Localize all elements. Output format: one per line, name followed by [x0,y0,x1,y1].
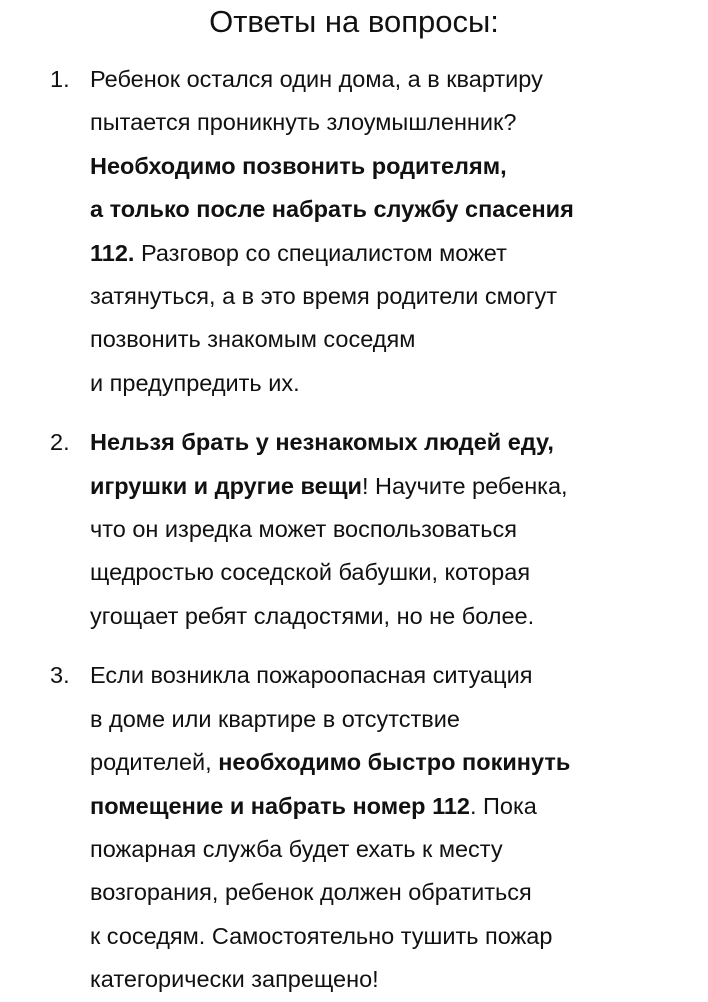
bold-segment: Необходимо позвонить родителям, [90,152,507,179]
text-line-bold [90,145,698,188]
text-line-bold [90,421,698,464]
bold-segment: 112. [90,239,135,266]
answer-item-2 [0,421,708,638]
text-line [90,275,698,318]
bold-segment: а только после набрать службу спасения [90,196,574,223]
text-segment: возгорания, ребенок должен обратиться [90,879,532,906]
text-line [90,828,698,871]
text-line [90,871,698,914]
text-segment: что он изредка может воспользоваться [90,516,517,543]
answer-item-3 [0,654,708,1001]
bold-segment: необходимо быстро покинуть [218,749,571,776]
text-segment: позвонить знакомым соседям [90,326,416,353]
text-segment: затянуться, а в это время родители смогут [90,283,557,310]
text-line [90,915,698,958]
text-line [90,551,698,594]
text-segment: щедростью соседской бабушки, которая [90,559,531,586]
text-segment: родителей, [90,749,219,776]
page-title: Ответы на вопросы: [209,4,499,39]
text-line [90,58,698,101]
text-segment: Если возникла пожароопасная ситуация [90,662,533,689]
item-number: 3. [50,662,70,689]
text-line [90,654,698,697]
text-line [90,508,698,551]
bold-segment: помещение и набрать номер 112 [90,792,470,819]
text-segment: пожарная служба будет ехать к месту [90,835,503,862]
text-line-bold [90,188,698,231]
text-segment: в доме или квартире в отсутствие [90,705,460,732]
answers-list [0,58,708,1002]
text-line [90,741,698,784]
text-line [90,785,698,828]
answer-item-1 [0,58,708,405]
text-segment: угощает ребят сладостями, но не более. [90,602,535,629]
text-segment: категорически запрещено! [90,966,379,993]
text-segment: пытается проникнуть злоумышленник? [90,109,517,136]
text-line [90,362,698,405]
bold-segment: игрушки и другие вещи [90,472,362,499]
text-line [90,595,698,638]
bold-segment: Нельзя брать у незнакомых людей еду, [90,429,554,456]
text-line [90,232,698,275]
text-line [90,958,698,1001]
text-line [90,698,698,741]
text-segment: . Пока [469,792,537,819]
text-segment: и предупредить их. [90,369,300,396]
text-segment: Разговор со специалистом может [134,239,507,266]
text-line [90,101,698,144]
text-line [90,465,698,508]
text-segment: к соседям. Самостоятельно тушить пожар [90,922,553,949]
item-number: 1. [50,66,70,92]
text-segment: Ребенок остался один дома, а в квартиру [90,66,543,92]
text-segment: ! Научите ребенка, [362,472,568,499]
text-line [90,318,698,361]
item-number: 2. [50,429,70,456]
